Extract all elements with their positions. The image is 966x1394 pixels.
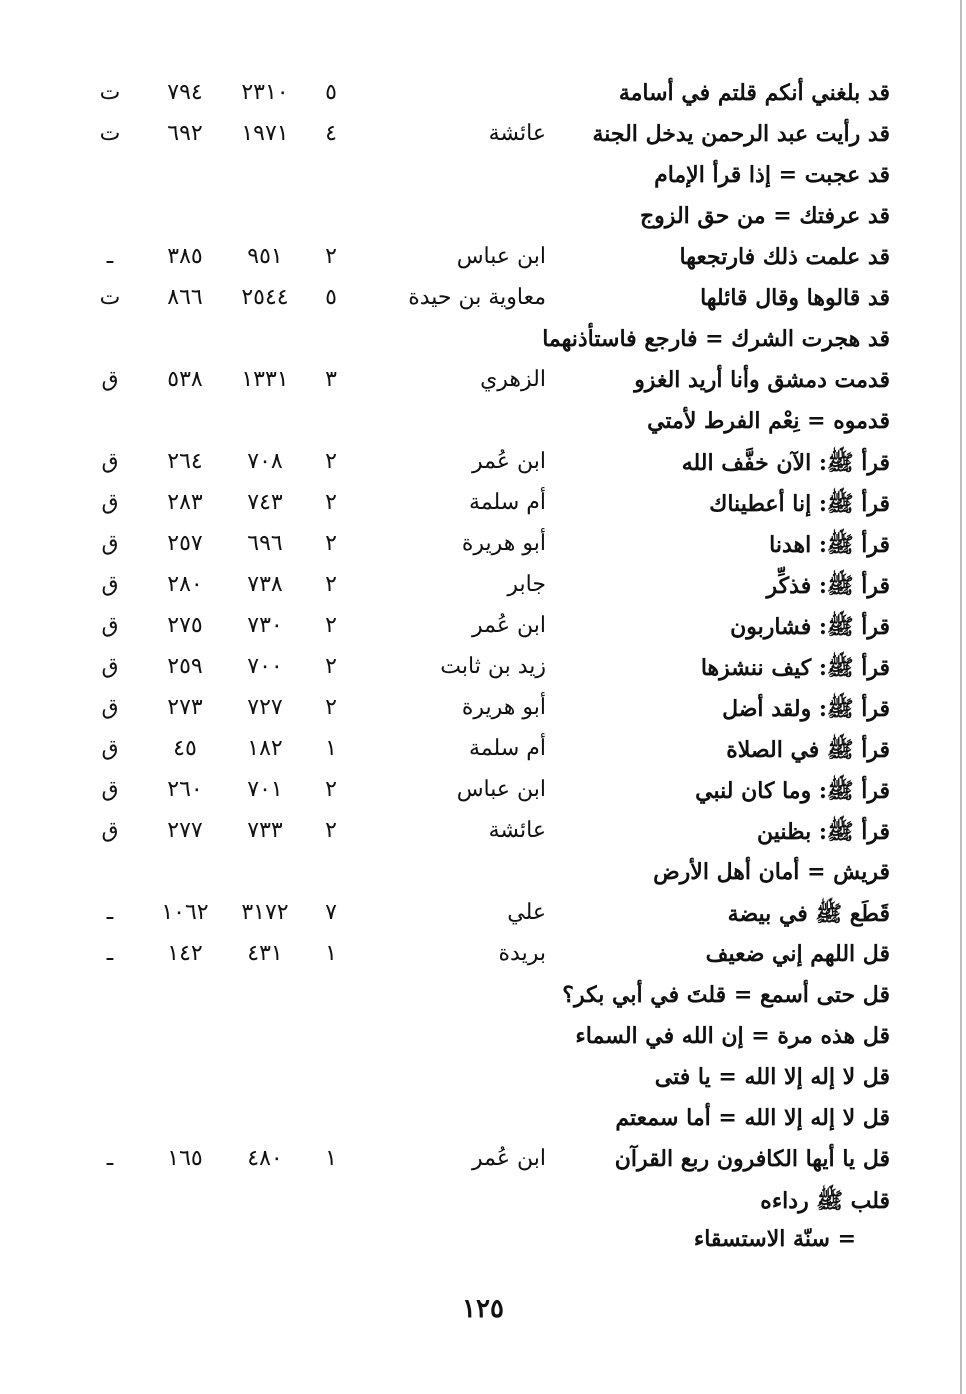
volume-number: ٢ (325, 818, 337, 843)
hadith-phrase: قل لا إله إلا الله = يا فتى (654, 1064, 890, 1090)
hadith-number: ٤٣١ (247, 941, 283, 966)
page-ref: ٢٨٣ (167, 490, 203, 515)
index-row (0, 363, 966, 403)
page-ref: ١٦٥ (167, 1146, 203, 1171)
index-row (0, 158, 966, 198)
hadith-phrase: قرأ ﷺ: فشاربون (730, 614, 890, 640)
page-ref: ٢٧٧ (167, 818, 203, 843)
volume-number: ٢ (325, 777, 337, 802)
hadith-phrase: قرأ ﷺ: فذكِّر (766, 573, 890, 599)
index-row (0, 199, 966, 239)
narrator: علي (507, 900, 546, 925)
volume-number: ٢ (325, 244, 337, 269)
narrator: ابن عباس (456, 777, 546, 802)
hadith-phrase: قل يا أيها الكافرون ربع القرآن (614, 1146, 890, 1172)
volume-number: ٢ (325, 490, 337, 515)
narrator: معاوية بن حيدة (408, 285, 546, 310)
page-ref: ١٤٢ (167, 941, 203, 966)
index-row (0, 527, 966, 567)
source-code: ق (101, 818, 119, 843)
hadith-number: ٧٣٣ (247, 818, 283, 843)
page-ref: ٢٧٥ (167, 613, 203, 638)
volume-number: ٢ (325, 613, 337, 638)
hadith-number: ١٣٣١ (241, 367, 289, 392)
hadith-number: ٧٠٠ (247, 654, 283, 679)
hadith-number: ١٨٢ (247, 736, 283, 761)
narrator: بريدة (498, 941, 546, 966)
index-row (0, 1060, 966, 1100)
hadith-phrase: = سنّة الاستسقاء (693, 1226, 856, 1252)
page-ref: ٢٦٤ (167, 449, 203, 474)
narrator: أم سلمة (469, 490, 546, 515)
page-ref: ٢٥٧ (167, 531, 203, 556)
hadith-phrase: قد هجرت الشرك = فارجع فاستأذنهما (542, 326, 890, 352)
hadith-number: ٩٥١ (247, 244, 283, 269)
volume-number: ٢ (325, 572, 337, 597)
volume-number: ٢ (325, 531, 337, 556)
page-ref: ٧٩٤ (167, 80, 203, 105)
hadith-phrase: قرأ ﷺ: الآن خفَّف الله (681, 450, 890, 476)
hadith-phrase: قل حتى أسمع = قلتَ في أبي بكر؟ (562, 982, 890, 1008)
hadith-phrase: قد عرفتك = من حق الزوج (639, 203, 890, 229)
hadith-phrase: قد علمت ذلك فارتجعها (679, 244, 890, 270)
hadith-number: ٣١٧٢ (241, 900, 289, 925)
hadith-phrase: قدمت دمشق وأنا أريد الغزو (634, 367, 890, 393)
page-ref: ٦٩٢ (167, 121, 203, 146)
page-ref: ٢٥٩ (167, 654, 203, 679)
index-row (0, 609, 966, 649)
index-row (0, 896, 966, 936)
source-code: ت (99, 285, 121, 310)
index-row (0, 1142, 966, 1182)
narrator: عائشة (488, 818, 546, 843)
source-code: ق (101, 654, 119, 679)
source-code: ق (101, 531, 119, 556)
hadith-phrase: قرأ ﷺ في الصلاة (726, 737, 890, 763)
index-row (0, 814, 966, 854)
hadith-phrase: قَطَع ﷺ في بيضة (727, 901, 890, 927)
volume-number: ٣ (325, 367, 337, 392)
hadith-number: ٢٥٤٤ (241, 285, 289, 310)
source-code: ق (101, 490, 119, 515)
source-code: ق (101, 449, 119, 474)
index-row (0, 732, 966, 772)
hadith-number: ٧٣٨ (247, 572, 283, 597)
source-code: ـ (106, 900, 114, 925)
hadith-number: ٧٤٣ (247, 490, 283, 515)
page-ref: ٢٦٠ (167, 777, 203, 802)
index-row (0, 1019, 966, 1059)
source-code: ق (101, 736, 119, 761)
page-ref: ٨٦٦ (167, 285, 203, 310)
index-row (0, 1183, 966, 1223)
hadith-number: ٧٠١ (247, 777, 283, 802)
index-row (0, 322, 966, 362)
volume-number: ٥ (325, 285, 337, 310)
index-row (0, 691, 966, 731)
index-row (0, 281, 966, 321)
narrator: أم سلمة (469, 736, 546, 761)
narrator: جابر (507, 572, 546, 597)
source-code: ق (101, 572, 119, 597)
hadith-phrase: قرأ ﷺ: وما كان لنبي (695, 778, 890, 804)
volume-number: ٤ (325, 121, 337, 146)
index-row (0, 1222, 966, 1262)
source-code: ق (101, 777, 119, 802)
volume-number: ٢ (325, 654, 337, 679)
narrator: الزهري (480, 367, 546, 392)
hadith-number: ٧٠٨ (247, 449, 283, 474)
narrator: أبو هريرة (461, 531, 546, 556)
hadith-phrase: قدموه = نِعْم الفرط لأمتي (647, 408, 890, 434)
hadith-phrase: قد قالوها وقال قائلها (700, 285, 890, 311)
source-code: ق (101, 367, 119, 392)
volume-number: ١ (325, 736, 337, 761)
index-row (0, 568, 966, 608)
volume-number: ٧ (325, 900, 337, 925)
hadith-phrase: قد رأيت عبد الرحمن يدخل الجنة (592, 121, 890, 147)
hadith-number: ٦٩٦ (247, 531, 283, 556)
hadith-phrase: قلب ﷺ رداءه (760, 1188, 890, 1214)
source-code: ت (99, 80, 121, 105)
narrator: ابن عُمر (472, 449, 546, 474)
hadith-phrase: قل اللهم إني ضعيف (705, 941, 890, 967)
hadith-number: ٤٨٠ (247, 1146, 283, 1171)
hadith-number: ١٩٧١ (241, 121, 289, 146)
index-row (0, 240, 966, 280)
page-number: ١٢٥ (462, 1294, 504, 1324)
index-row (0, 937, 966, 977)
hadith-phrase: قد عجبت = إذا قرأ الإمام (654, 162, 890, 188)
index-row (0, 855, 966, 895)
source-code: ق (101, 695, 119, 720)
narrator: ابن عباس (456, 244, 546, 269)
hadith-phrase: قرأ ﷺ: بظنين (757, 819, 890, 845)
index-row (0, 773, 966, 813)
source-code: ق (101, 613, 119, 638)
narrator: عائشة (488, 121, 546, 146)
page-ref: ٣٨٥ (167, 244, 203, 269)
page-ref: ٤٥ (173, 736, 197, 761)
index-row (0, 1101, 966, 1141)
source-code: ـ (106, 941, 114, 966)
hadith-number: ٧٢٧ (247, 695, 283, 720)
volume-number: ١ (325, 941, 337, 966)
narrator: ابن عُمر (472, 613, 546, 638)
hadith-phrase: قريش = أمان أهل الأرض (653, 859, 890, 885)
source-code: ـ (106, 1146, 114, 1171)
hadith-phrase: قرأ ﷺ: كيف ننشزها (700, 655, 890, 681)
index-row (0, 445, 966, 485)
page-ref: ٥٣٨ (167, 367, 203, 392)
volume-number: ٢ (325, 449, 337, 474)
narrator: ابن عُمر (472, 1146, 546, 1171)
hadith-number: ٢٣١٠ (241, 80, 289, 105)
narrator: زيد بن ثابت (440, 654, 546, 679)
volume-number: ١ (325, 1146, 337, 1171)
index-row (0, 117, 966, 157)
page-ref: ١٠٦٢ (161, 900, 209, 925)
page-ref: ٢٨٠ (167, 572, 203, 597)
index-row (0, 404, 966, 444)
index-row (0, 76, 966, 116)
hadith-phrase: قل هذه مرة = إن الله في السماء (575, 1023, 890, 1049)
page-ref: ٢٧٣ (167, 695, 203, 720)
hadith-phrase: قد بلغني أنكم قلتم في أسامة (618, 80, 890, 106)
volume-number: ٥ (325, 80, 337, 105)
source-code: ـ (106, 244, 114, 269)
hadith-phrase: قرأ ﷺ: إنا أعطيناك (709, 491, 890, 517)
source-code: ت (99, 121, 121, 146)
index-row (0, 650, 966, 690)
hadith-number: ٧٣٠ (247, 613, 283, 638)
narrator: أبو هريرة (461, 695, 546, 720)
hadith-phrase: قل لا إله إلا الله = أما سمعتم (615, 1105, 890, 1131)
index-row (0, 486, 966, 526)
hadith-phrase: قرأ ﷺ: اهدنا (769, 532, 890, 558)
index-row (0, 978, 966, 1018)
hadith-phrase: قرأ ﷺ: ولقد أضل (722, 696, 890, 722)
volume-number: ٢ (325, 695, 337, 720)
